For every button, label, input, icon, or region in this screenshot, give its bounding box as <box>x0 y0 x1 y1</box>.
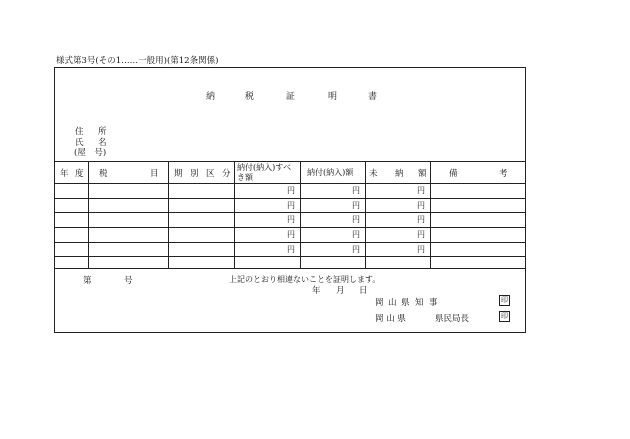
yen-unit: 円 <box>417 230 425 239</box>
yen-unit: 円 <box>287 201 295 210</box>
yen-unit: 円 <box>417 215 425 224</box>
header-remarks: 備 <box>449 169 458 179</box>
governor-title: 事 <box>429 298 438 308</box>
header-unpaid: 未 <box>369 169 378 179</box>
yen-unit: 円 <box>352 245 360 254</box>
yen-unit: 円 <box>417 201 425 210</box>
number-label: 号 <box>124 276 133 286</box>
header-year: 度 <box>75 169 84 179</box>
name-label: 名 <box>98 138 107 148</box>
yen-unit: 円 <box>352 215 360 224</box>
title-char: 納 <box>206 92 216 102</box>
header-period: 区 <box>206 169 215 179</box>
form-number-label: 様式第3号(その1……一般用)(第12条関係) <box>56 56 219 66</box>
header-period: 分 <box>222 169 231 179</box>
yen-unit: 円 <box>287 215 295 224</box>
date-day: 日 <box>359 286 368 296</box>
header-unpaid: 納 <box>395 169 404 179</box>
title-char: 書 <box>368 92 378 102</box>
governor-title: 岡 <box>375 298 384 308</box>
header-tax-item: 税 <box>99 169 108 179</box>
address-label: 所 <box>98 127 107 137</box>
certificate-title <box>55 89 525 101</box>
bureau-chief-title: 県民局長 <box>435 314 470 324</box>
governor-title: 知 <box>415 298 424 308</box>
seal-mark: 印 <box>501 296 508 304</box>
header-amount-due: 納付(納入)すべ <box>237 163 292 172</box>
yen-unit: 円 <box>287 186 295 195</box>
yen-unit: 円 <box>352 230 360 239</box>
governor-title: 山 <box>388 298 397 308</box>
header-amount-due: き額 <box>237 173 253 182</box>
title-char: 証 <box>286 92 296 102</box>
date-year: 年 <box>312 286 321 296</box>
date-month: 月 <box>336 286 345 296</box>
yen-unit: 円 <box>287 230 295 239</box>
header-year: 年 <box>60 169 69 179</box>
number-label: 第 <box>83 276 92 286</box>
governor-title: 県 <box>401 298 410 308</box>
seal-mark: 印 <box>501 312 508 320</box>
header-tax-item: 目 <box>150 169 159 179</box>
title-char: 明 <box>328 92 338 102</box>
header-amount-paid: 納付(納入)額 <box>307 168 354 177</box>
bureau-prefecture: 岡 山 県 <box>375 314 406 324</box>
yen-unit: 円 <box>352 201 360 210</box>
header-unpaid: 額 <box>418 169 427 179</box>
header-period: 別 <box>190 169 199 179</box>
trade-name-label: (屋 号) <box>74 148 107 158</box>
header-remarks: 考 <box>499 169 508 179</box>
yen-unit: 円 <box>417 245 425 254</box>
header-period: 期 <box>174 169 183 179</box>
certificate-frame <box>54 67 526 333</box>
address-label: 住 <box>75 127 84 137</box>
name-label: 氏 <box>75 138 84 148</box>
yen-unit: 円 <box>352 186 360 195</box>
yen-unit: 円 <box>417 186 425 195</box>
certification-statement: 上記のとおり相違ないことを証明します。 <box>229 275 381 284</box>
yen-unit: 円 <box>287 245 295 254</box>
title-char: 税 <box>245 92 255 102</box>
